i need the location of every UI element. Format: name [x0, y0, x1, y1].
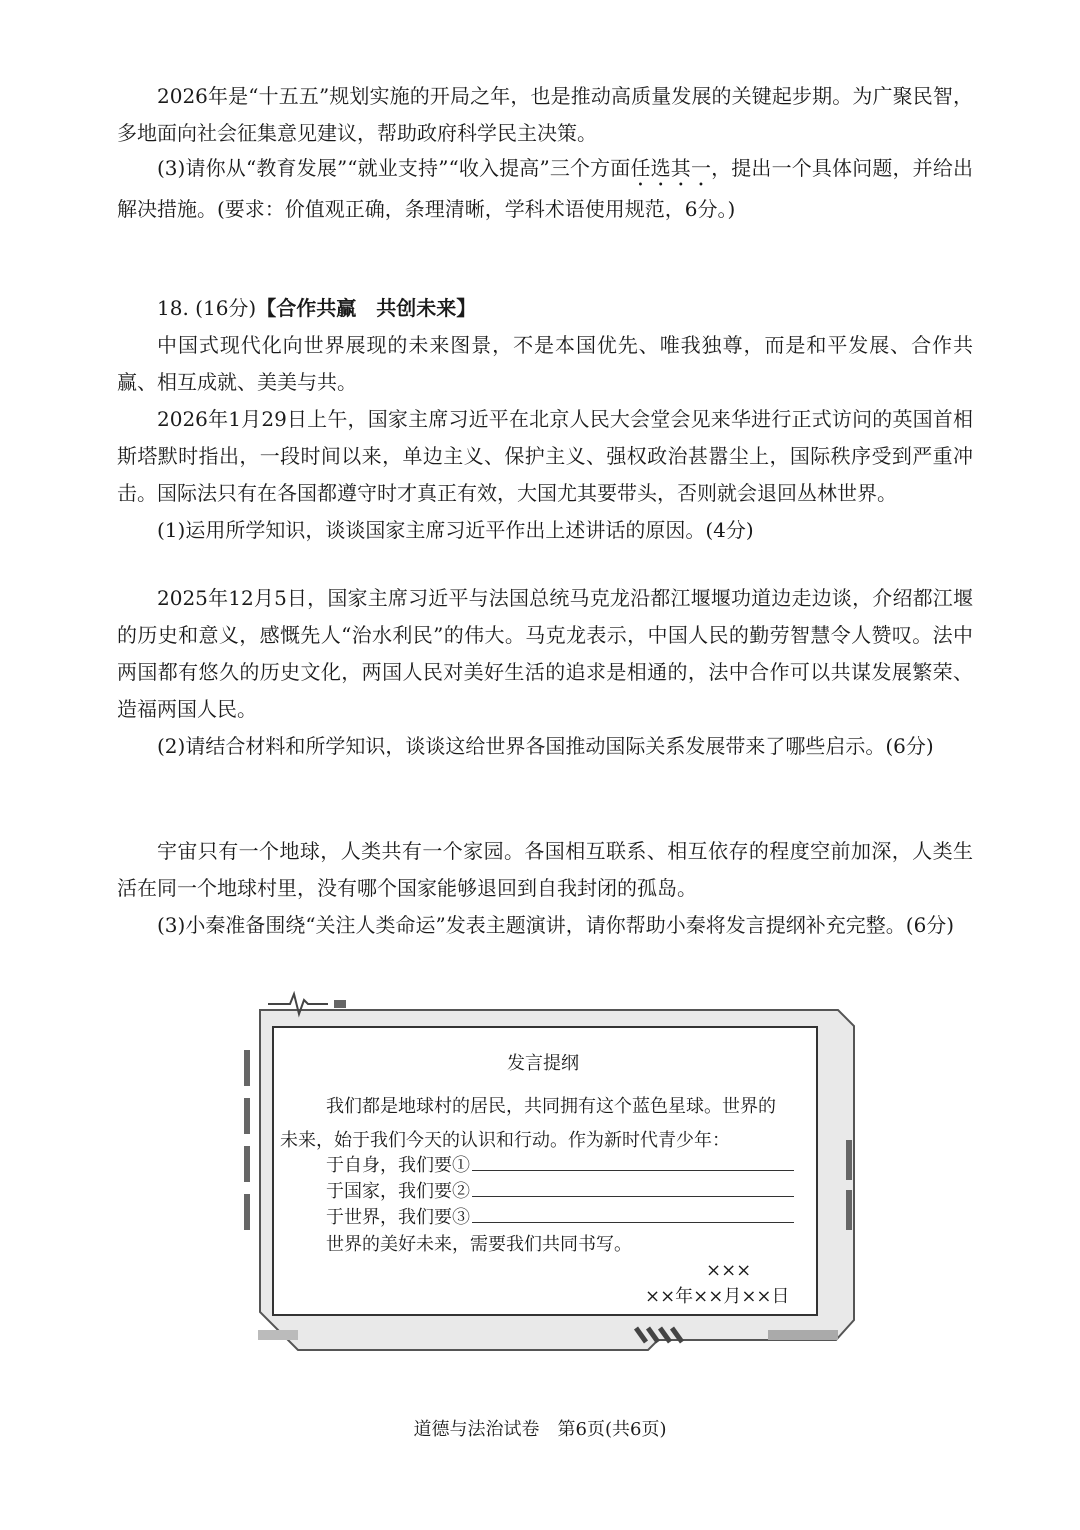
- answer-blank-3[interactable]: [472, 1204, 794, 1223]
- section17-material: [117, 78, 973, 152]
- outline-title: 发言提纲: [507, 1053, 579, 1074]
- outline-line-1: 我们都是地球村的居民，共同拥有这个蓝色星球。世界的: [326, 1096, 776, 1117]
- outline-date: ××年××月××日: [645, 1286, 790, 1307]
- section18-material-1: 2026年1月29日上午，国家主席习近平在北京人民大会堂会见来华进行正式访问的英国首相斯塔默时指出，一段时间以来，单边主义、保护主义、强权政治甚嚣尘上，国际秩序受到严重冲击。国际法只有在各国都遵守时才真正有效，大国尤其要带头，否则就会退回丛林世界。: [117, 407, 973, 505]
- outline-signature: ×××: [706, 1260, 752, 1281]
- section18-material-2: 2025年12月5日，国家主席习近平与法国总统马克龙沿都江堰堰功道边走边谈，介绍都江堰的历史和意义，感慨先人“治水利民”的伟大。马克龙表示，中国人民的勤劳智慧令人赞叹。法中两国都有悠久的历史文化，两国人民对美好生活的追求是相通的，法中合作可以共谋发展繁荣、造福两国人民。: [117, 586, 973, 721]
- section18-question-1: (1)运用所学知识，谈谈国家主席习近平作出上述讲话的原因。(4分): [157, 518, 754, 542]
- section18-material-3: 宇宙只有一个地球，人类共有一个家园。各国相互联系、相互依存的程度空前加深，人类生活在同一个地球村里，没有哪个国家能够退回到自我封闭的孤岛。: [117, 839, 973, 900]
- outline-item-3: 于世界，我们要③: [326, 1201, 794, 1235]
- answer-blank-2[interactable]: [472, 1178, 794, 1197]
- outline-item-2: 于国家，我们要②: [326, 1175, 794, 1209]
- emphasis-text: 任选其一: [630, 156, 712, 180]
- question-theme: 【合作共赢 共创未来】: [256, 296, 477, 320]
- section18-question-2: (2)请结合材料和所学知识，谈谈这给世界各国推动国际关系发展带来了哪些启示。(6分): [157, 734, 934, 758]
- material-line-2: 智，多地面向社会征集意见建议，帮助政府科学民主决策。: [117, 84, 973, 145]
- page-footer: 道德与法治试卷 第6页(共6页): [413, 1419, 667, 1440]
- section18-question-3: (3)小秦准备围绕“关注人类命运”发表主题演讲，请你帮助小秦将发言提纲补充完整。(6分): [157, 913, 955, 937]
- outline-item-1: 于自身，我们要①: [326, 1149, 794, 1183]
- question-18-header: [117, 290, 973, 327]
- section17-question-3: (3)请你从“教育发展”“就业支持”“收入提高”三个方面任选其一，提出一个具体问题，并给出解决措施。(要求：价值观正确，条理清晰，学科术语使用规范，6分。): [117, 156, 974, 221]
- question-number: 18. (16分): [157, 296, 257, 320]
- answer-blank-1[interactable]: [472, 1152, 794, 1171]
- section18-intro: 中国式现代化向世界展现的未来图景，不是本国优先、唯我独尊，而是和平发展、合作共赢、相互成就、美美与共。: [117, 333, 973, 394]
- outline-closing: 世界的美好未来，需要我们共同书写。: [326, 1234, 632, 1255]
- material-line-1: 2026年是“十五五”规划实施的开局之年，也是推动高质量发展的关键起步期。为广聚民: [157, 84, 933, 108]
- outline-line-2: 未来，始于我们今天的认识和行动。作为新时代青少年：: [280, 1130, 730, 1151]
